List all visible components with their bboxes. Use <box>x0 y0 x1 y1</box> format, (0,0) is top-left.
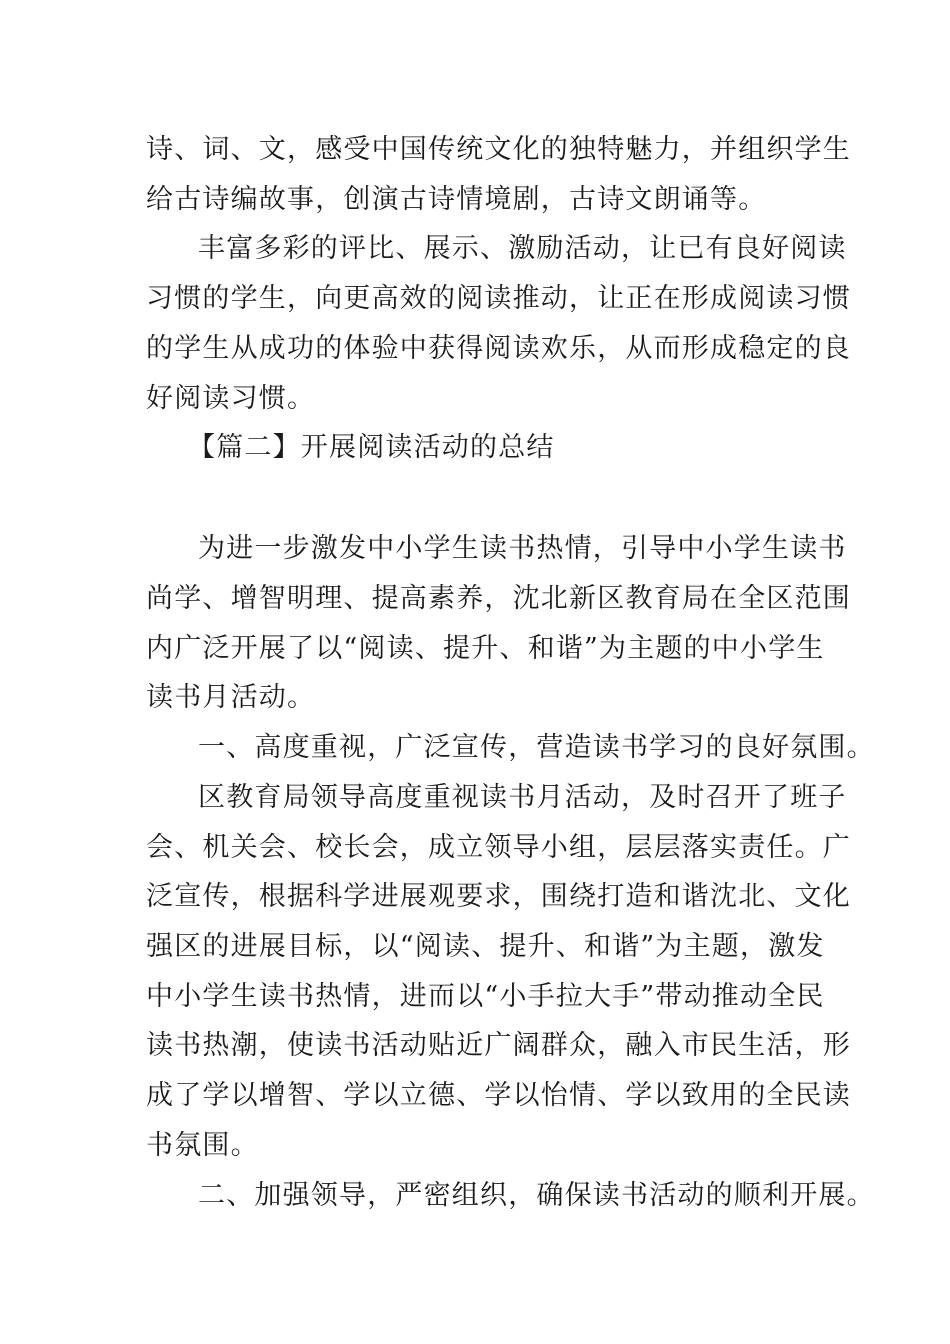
paragraph-line: 好阅读习惯。 <box>146 383 316 414</box>
paragraph-line: 习惯的学生，向更高效的阅读推动，让正在形成阅读习惯 <box>146 283 851 314</box>
paragraph-line: 区教育局领导高度重视读书月活动，及时召开了班子 <box>198 782 847 813</box>
paragraph-line: 会、机关会、校长会，成立领导小组，层层落实责任。广 <box>146 832 851 863</box>
paragraph-line: 丰富多彩的评比、展示、激励活动，让已有良好阅读 <box>198 233 847 264</box>
section-heading: 【篇二】开展阅读活动的总结 <box>188 432 555 463</box>
paragraph-line: 给古诗编故事，创演古诗情境剧，古诗文朗诵等。 <box>146 184 767 215</box>
paragraph-line: 中小学生读书热情，进而以“小手拉大手”带动推动全民 <box>146 981 825 1012</box>
paragraph-line: 强区的进展目标，以“阅读、提升、和谐”为主题，激发 <box>146 931 825 962</box>
paragraph-line: 读书月活动。 <box>146 682 316 713</box>
paragraph-line: 一、高度重视，广泛宣传，营造读书学习的良好氛围。 <box>198 732 875 763</box>
paragraph-line: 书氛围。 <box>146 1130 259 1161</box>
paragraph-line: 二、加强领导，严密组织，确保读书活动的顺利开展。 <box>198 1180 875 1211</box>
paragraph-line: 的学生从成功的体验中获得阅读欢乐，从而形成稳定的良 <box>146 333 851 364</box>
paragraph-line: 成了学以增智、学以立德、学以怡情、学以致用的全民读 <box>146 1080 851 1111</box>
paragraph-line: 尚学、增智明理、提高素养，沈北新区教育局在全区范围 <box>146 583 851 614</box>
paragraph-line: 内广泛开展了以“阅读、提升、和谐”为主题的中小学生 <box>146 633 825 664</box>
paragraph-line: 诗、词、文，感受中国传统文化的独特魅力，并组织学生 <box>146 134 851 165</box>
paragraph-line: 读书热潮，使读书活动贴近广阔群众，融入市民生活，形 <box>146 1030 851 1061</box>
paragraph-line: 泛宣传，根据科学进展观要求，围绕打造和谐沈北、文化 <box>146 881 851 912</box>
paragraph-line: 为进一步激发中小学生读书热情，引导中小学生读书 <box>198 533 847 564</box>
